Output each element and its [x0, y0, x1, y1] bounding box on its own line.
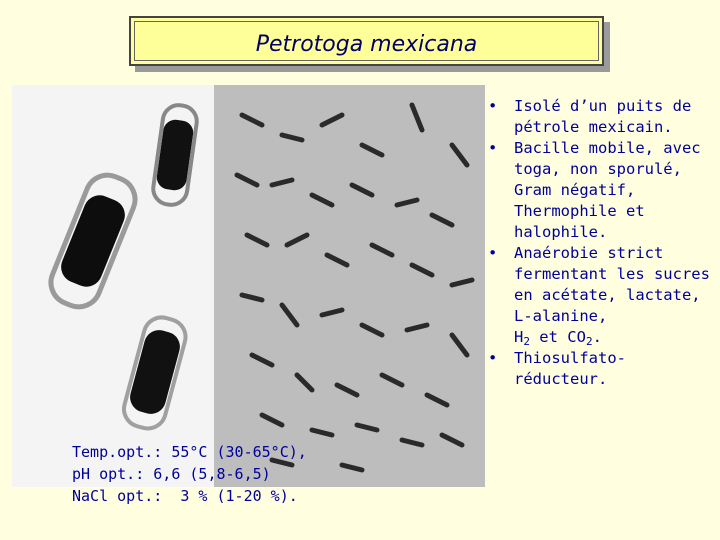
description-bullets — [488, 96, 716, 390]
bullet-item: • Isolé d’un puits de pétrole mexicain. — [488, 97, 692, 136]
toga-cell — [44, 169, 141, 314]
bullet-icon: • — [488, 244, 498, 262]
micrograph-image — [12, 85, 485, 487]
title-box — [129, 16, 604, 66]
bacteria-drawing — [12, 85, 485, 487]
bullet-icon: • — [488, 349, 498, 367]
bullet-icon: • — [488, 139, 498, 157]
condition-row: NaCl opt.: 3 % (1-20 %). — [72, 487, 298, 505]
chemical-formula: $H_2$ et $CO_2$. — [514, 328, 602, 348]
slide-title: Petrotoga mexicana — [255, 32, 478, 57]
bullet-item: • Anaérobie strict fermentant les sucres en acétate, lactate, L-alanine, $H_2$ et $CO_2$. — [488, 244, 710, 348]
growth-conditions — [72, 441, 307, 507]
toga-cell — [120, 313, 190, 432]
bullet-icon: • — [488, 97, 498, 115]
bullet-item: • Thiosulfato-réducteur. — [488, 349, 626, 388]
rods — [237, 105, 472, 470]
condition-row: Temp.opt.: 55°C (30-65°C), — [72, 443, 307, 461]
bullet-item: • Bacille mobile, avec toga, non sporulé, Gram négatif, Thermophile et halophile. — [488, 139, 701, 241]
condition-row: pH opt.: 6,6 (5,8-6,5) — [72, 465, 271, 483]
toga-cell — [151, 103, 199, 207]
